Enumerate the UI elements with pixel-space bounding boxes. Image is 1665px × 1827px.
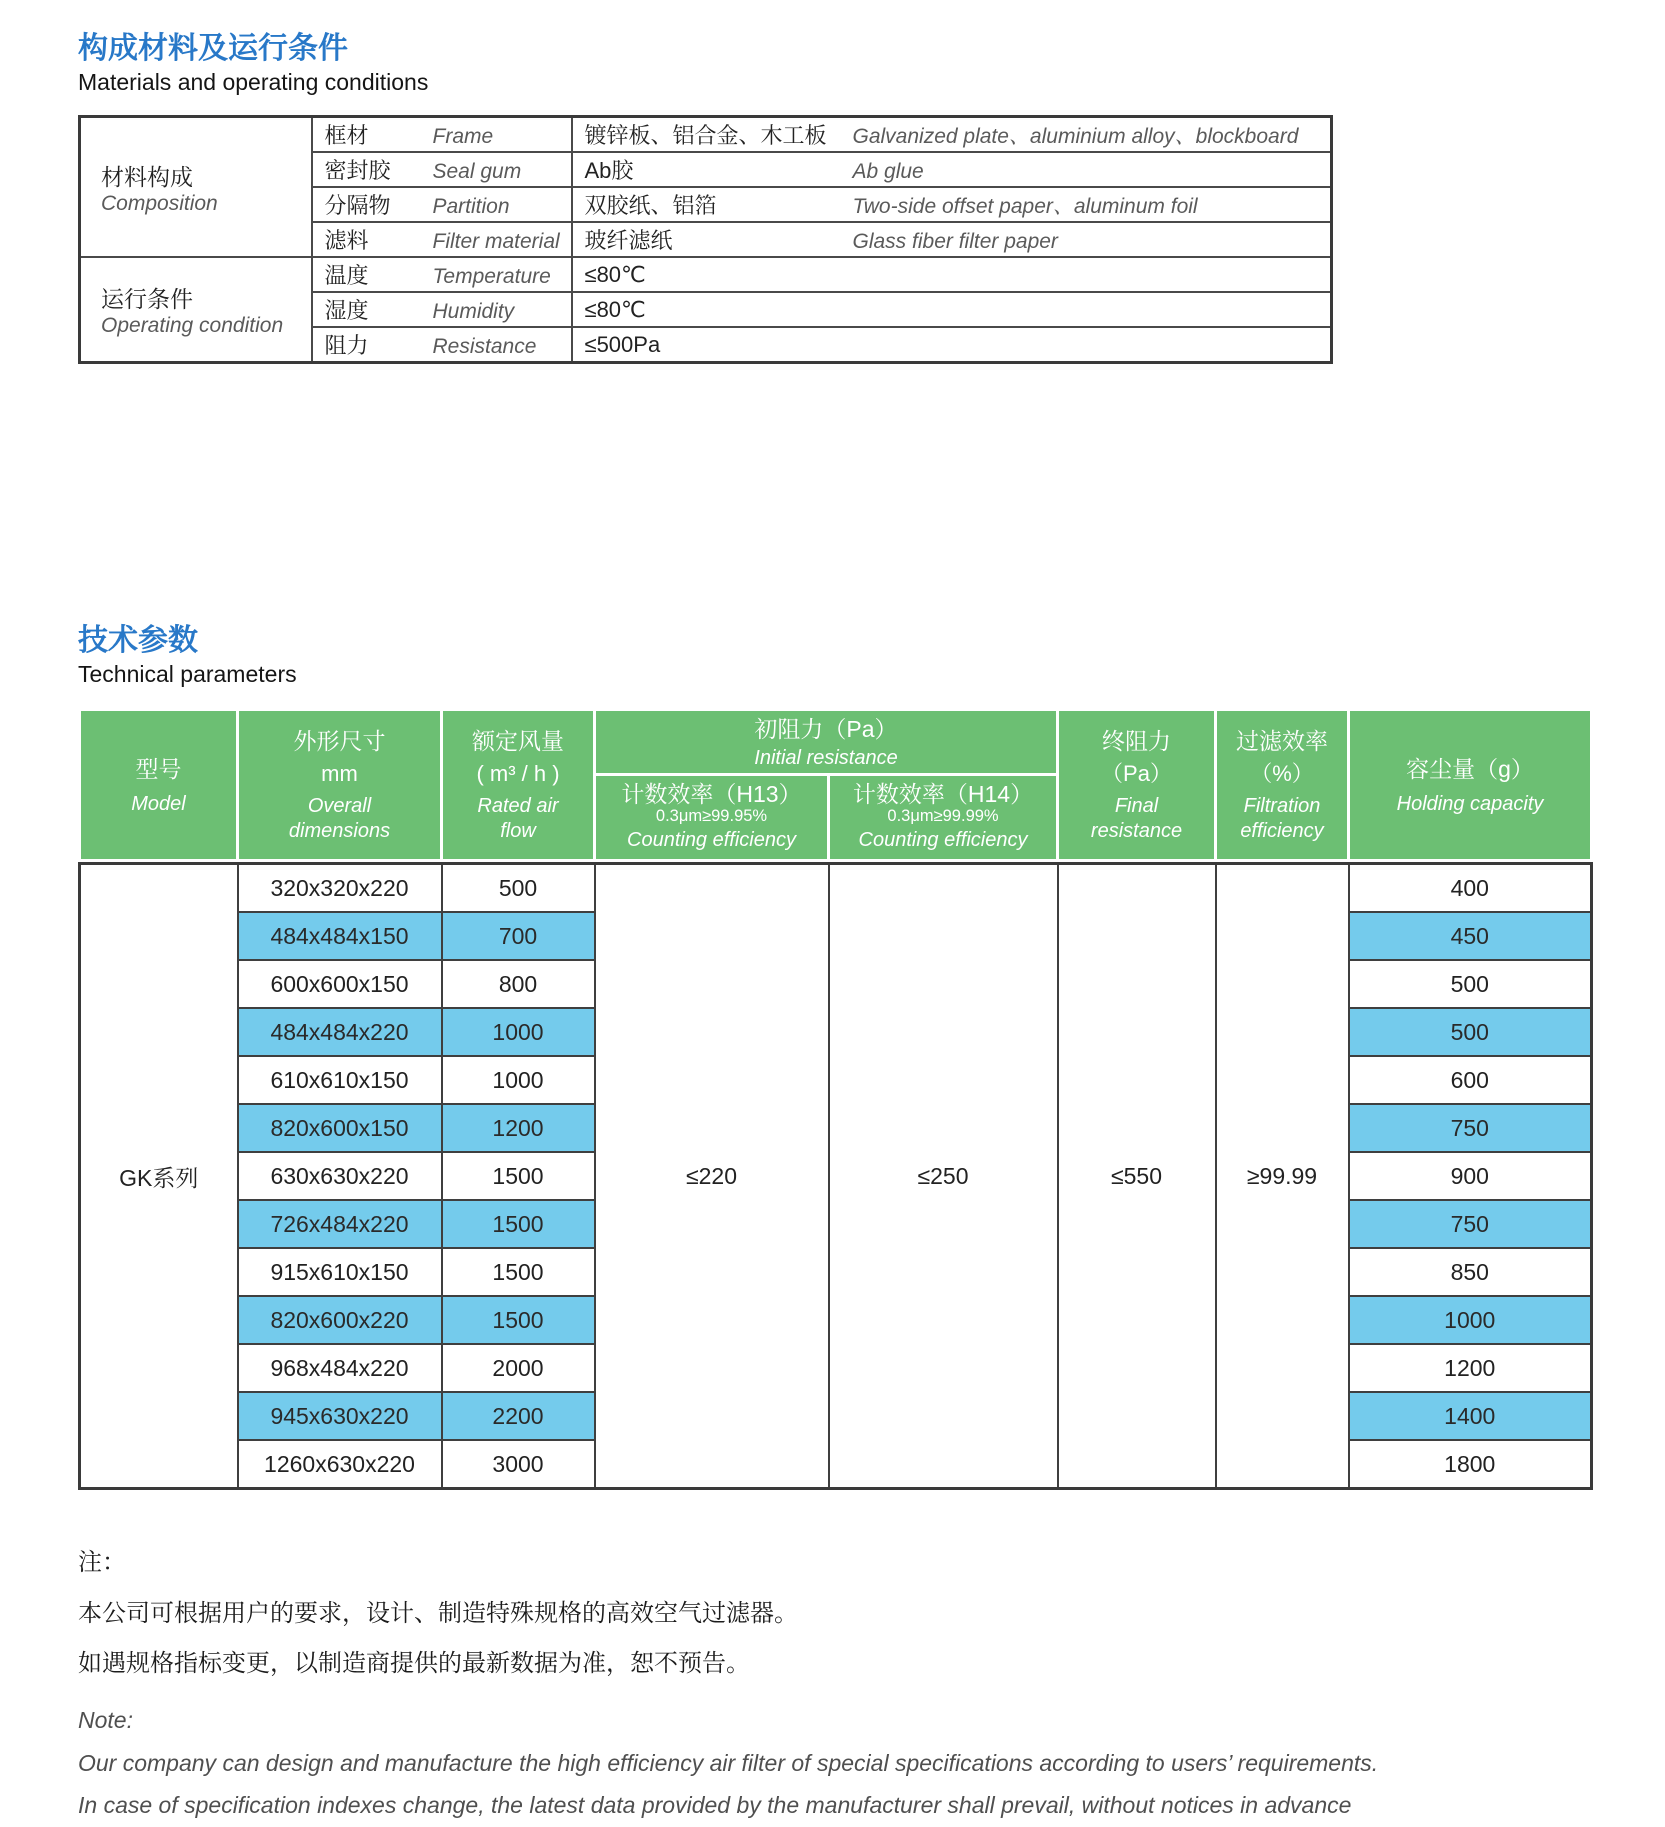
airflow-header	[442, 709, 595, 860]
filtration-efficiency-header-unit: （%）	[1250, 760, 1314, 786]
term-en: Frame	[432, 125, 494, 149]
tech-table-body	[78, 862, 1593, 1490]
value-cn: ≤500Pa	[584, 331, 661, 357]
value-cn: 双胶纸、铝箔	[584, 193, 717, 219]
initial-resistance-header	[595, 709, 1058, 774]
final-resistance-header-en: Final resistance	[1090, 795, 1183, 843]
term-cn: 湿度	[324, 298, 369, 324]
final-resistance-cell: ≤550	[1058, 864, 1216, 1489]
airflow-cell: 1500	[442, 1248, 595, 1296]
tech-table-header	[78, 708, 1593, 862]
dimensions-header-cn: 外形尺寸	[293, 728, 386, 755]
term-en: Temperature	[432, 265, 551, 289]
table-row	[80, 117, 1332, 153]
value-cn: Ab胶	[584, 158, 634, 184]
dimensions-header-unit: mm	[321, 760, 358, 786]
filtration-efficiency-header-cn: 过滤效率	[1236, 728, 1328, 755]
dimension-cell: 1260x630x220	[238, 1440, 442, 1489]
h14-header-cn: 计数效率（H14）	[852, 780, 1034, 807]
term-en: Seal gum	[432, 160, 522, 184]
h13-header-en: Counting efficiency	[627, 829, 796, 852]
term-cell	[312, 292, 572, 327]
h13-header-spec: 0.3μm≥99.95%	[655, 807, 768, 826]
materials-table	[78, 115, 1333, 364]
capacity-cell: 1400	[1349, 1392, 1592, 1440]
notes-en-line1: Our company can design and manufacture the high efficiency air filter of special specifications according to users’ requirements.	[78, 1749, 1379, 1776]
term-cn: 滤料	[324, 228, 369, 254]
h14-header-spec: 0.3μm≥99.99%	[887, 807, 999, 826]
notes-en-line2: In case of specification indexes change, the latest data provided by the manufacturer shall prevail, without notices in advance	[78, 1792, 1352, 1819]
dimension-cell: 945x630x220	[238, 1392, 442, 1440]
capacity-cell: 600	[1349, 1056, 1592, 1104]
model-header-en: Model	[131, 793, 186, 816]
term-en: Resistance	[432, 335, 537, 359]
value-cn: ≤80℃	[584, 296, 646, 322]
value-cn: 镀锌板、铝合金、木工板	[584, 123, 827, 149]
header-row-1	[80, 709, 1592, 774]
value-cell	[572, 222, 1332, 257]
capacity-cell: 900	[1349, 1152, 1592, 1200]
term-cell	[312, 117, 572, 153]
capacity-cell: 1200	[1349, 1344, 1592, 1392]
value-en: Two-side offset paper、aluminum foil	[852, 195, 1198, 219]
capacity-cell: 400	[1349, 864, 1592, 913]
filtration-efficiency-cell: ≥99.99	[1216, 864, 1349, 1489]
airflow-cell: 1500	[442, 1152, 595, 1200]
value-en: Glass fiber filter paper	[852, 230, 1058, 254]
dimension-cell: 820x600x150	[238, 1104, 442, 1152]
notes-en-label: Note:	[78, 1707, 133, 1734]
airflow-cell: 3000	[442, 1440, 595, 1489]
initial-resistance-header-en: Initial resistance	[754, 747, 898, 770]
term-cell	[312, 327, 572, 363]
capacity-cell: 500	[1349, 1008, 1592, 1056]
notes-cn-line2: 如遇规格指标变更，以制造商提供的最新数据为准，恕不预告。	[78, 1649, 750, 1677]
capacity-cell: 450	[1349, 912, 1592, 960]
dimension-cell: 968x484x220	[238, 1344, 442, 1392]
value-cell	[572, 187, 1332, 222]
materials-title-cn: 构成材料及运行条件	[78, 32, 348, 65]
dimension-cell: 600x600x150	[238, 960, 442, 1008]
capacity-cell: 1000	[1349, 1296, 1592, 1344]
final-resistance-header-unit: （Pa）	[1101, 760, 1172, 786]
airflow-header-en: Rated air flow	[477, 795, 559, 843]
final-resistance-header-cn: 终阻力	[1102, 728, 1171, 755]
model-header	[80, 709, 238, 860]
dimension-cell: 726x484x220	[238, 1200, 442, 1248]
dimension-cell: 915x610x150	[238, 1248, 442, 1296]
group-label-cn: 材料构成	[101, 163, 193, 190]
term-en: Filter material	[432, 230, 560, 254]
tech-title-en: Technical parameters	[78, 660, 297, 687]
h14-resistance-cell: ≤250	[829, 864, 1058, 1489]
final-resistance-header	[1058, 709, 1216, 860]
h13-header-cn: 计数效率（H13）	[621, 780, 802, 807]
notes-section	[78, 1538, 1590, 1827]
term-en: Humidity	[432, 300, 515, 324]
value-cell	[572, 117, 1332, 153]
capacity-cell: 750	[1349, 1104, 1592, 1152]
term-cn: 分隔物	[324, 193, 391, 219]
notes-en	[78, 1699, 1590, 1827]
value-cn: 玻纤滤纸	[584, 228, 673, 254]
h13-efficiency-header	[595, 775, 829, 861]
term-cell	[312, 152, 572, 187]
airflow-cell: 2200	[442, 1392, 595, 1440]
h14-header-en: Counting efficiency	[858, 829, 1028, 852]
capacity-cell: 500	[1349, 960, 1592, 1008]
filtration-efficiency-header-en: Filtration efficiency	[1240, 795, 1324, 843]
dimensions-header	[238, 709, 442, 860]
h14-efficiency-header	[829, 775, 1058, 861]
h13-resistance-cell: ≤220	[595, 864, 829, 1489]
materials-title-en: Materials and operating conditions	[78, 68, 429, 95]
airflow-cell: 1000	[442, 1056, 595, 1104]
value-cell	[572, 327, 1332, 363]
term-cn: 密封胶	[324, 158, 391, 184]
model-cell: GK系列	[80, 864, 238, 1489]
term-cn: 阻力	[324, 333, 369, 359]
airflow-cell: 700	[442, 912, 595, 960]
airflow-cell: 1500	[442, 1200, 595, 1248]
group-label-en: Composition	[101, 191, 218, 215]
value-cn: ≤80℃	[584, 261, 646, 287]
value-cell	[572, 257, 1332, 292]
value-en: Ab glue	[852, 160, 924, 184]
airflow-cell: 800	[442, 960, 595, 1008]
airflow-cell: 2000	[442, 1344, 595, 1392]
table-row	[80, 257, 1332, 292]
value-cell	[572, 152, 1332, 187]
airflow-cell: 1000	[442, 1008, 595, 1056]
filtration-efficiency-header	[1216, 709, 1349, 860]
holding-capacity-header-cn: 容尘量（g）	[1406, 755, 1534, 782]
holding-capacity-header	[1349, 709, 1592, 860]
notes-cn-label: 注：	[78, 1549, 126, 1577]
value-cell	[572, 292, 1332, 327]
dimension-cell: 320x320x220	[238, 864, 442, 913]
group-label-en: Operating condition	[101, 314, 284, 338]
dimension-cell: 820x600x220	[238, 1296, 442, 1344]
term-cell	[312, 187, 572, 222]
group-label-cn: 运行条件	[101, 286, 193, 313]
airflow-cell: 500	[442, 864, 595, 913]
term-en: Partition	[432, 195, 510, 219]
airflow-cell: 1500	[442, 1296, 595, 1344]
term-cn: 框材	[324, 123, 369, 149]
capacity-cell: 750	[1349, 1200, 1592, 1248]
capacity-cell: 1800	[1349, 1440, 1592, 1489]
group-label-cell	[80, 257, 312, 363]
group-label-cell	[80, 117, 312, 258]
term-cell	[312, 257, 572, 292]
term-cn: 温度	[324, 263, 369, 289]
model-header-cn: 型号	[135, 755, 182, 782]
notes-cn-line1: 本公司可根据用户的要求，设计、制造特殊规格的高效空气过滤器。	[78, 1599, 798, 1627]
initial-resistance-header-cn: 初阻力（Pa）	[754, 715, 898, 742]
dimension-cell: 484x484x150	[238, 912, 442, 960]
page-content	[78, 30, 1590, 1827]
dimension-cell: 484x484x220	[238, 1008, 442, 1056]
dimension-cell: 610x610x150	[238, 1056, 442, 1104]
table-row	[80, 864, 1592, 913]
term-cell	[312, 222, 572, 257]
tech-section	[78, 622, 1590, 1490]
value-en: Galvanized plate、aluminium alloy、blockboard	[852, 125, 1299, 149]
dimension-cell: 630x630x220	[238, 1152, 442, 1200]
airflow-header-cn: 额定风量	[472, 728, 564, 755]
capacity-cell: 850	[1349, 1248, 1592, 1296]
airflow-header-unit: ( m³ / h )	[476, 760, 560, 786]
dimensions-header-en: Overall dimensions	[288, 795, 391, 843]
airflow-cell: 1200	[442, 1104, 595, 1152]
holding-capacity-header-en: Holding capacity	[1396, 793, 1544, 816]
tech-title-cn: 技术参数	[78, 624, 198, 658]
